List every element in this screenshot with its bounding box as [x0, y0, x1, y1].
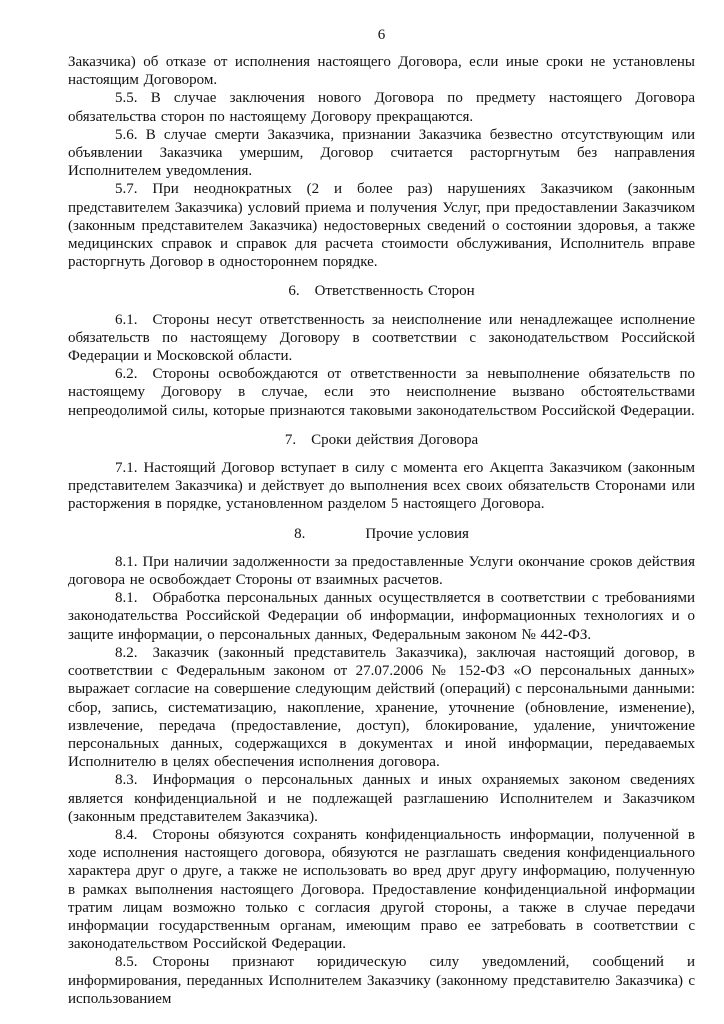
page-number: 6 [377, 27, 386, 43]
document-body [68, 53, 695, 1008]
paragraph-5-5: 5.5. В случае заключения нового Договора по предмету настоящего Договора обязательства сторон по настоящему Договору прекращаются. [68, 90, 695, 125]
paragraph-6-1: 6.1. Стороны несут ответственность за неисполнение или ненадлежащее исполнение обязательств по настоящему Договору в соответствии с законодательством Российской Федерации и Московской области. [68, 311, 695, 365]
paragraph-8-4: 8.4. Стороны обязуются сохранять конфиденциальность информации, полученной в ходе исполнения настоящего договора, обязуются не разглашать сведения конфиденциального характера друг о друге, а также не использовать во вред друг другу информацию, полученную в рамках выполнения настоящего Договора. Предоставление конфиденциальной информации тратим лицам возможно только с согласия другой стороны, а также в случае передачи информации государственным органам, имеющим право ее затребовать в соответствии с законодательством Российской Федерации. [68, 826, 695, 953]
paragraph-8-3: 8.3. Информация о персональных данных и иных охраняемых законом сведениях является конфиденциальной и не подлежащей разглашению Исполнителем и Заказчиком (законным представителем Заказчика). [68, 772, 695, 825]
paragraph-5-7: 5.7. При неоднократных (2 и более раз) нарушениях Заказчиком (законным представителем Заказчика) условий приема и получения Услуг, при предоставлении Заказчиком (законным представителем Заказчика) недостоверных сведений о состоянии здоровья, а также медицинских справок и справок для расчета стоимости обслуживания, Исполнитель вправе расторгнуть Договор в одностороннем порядке. [68, 181, 695, 271]
paragraph-8-1-a: 8.1. При наличии задолженности за предоставленные Услуги окончание сроков действия договора не освобождает Стороны от взаимных расчетов. [68, 553, 695, 589]
section-heading-6: 6. Ответственность Сторон [288, 283, 475, 300]
paragraph-6-2: 6.2. Стороны освобождаются от ответственности за невыполнение обязательств по настоящему Договору в случае, если это неисполнение вызвано обстоятельствами непреодолимой силы, которые признаются таковыми законодательством Российской Федерации. [68, 366, 695, 419]
section-heading-8: 8. Прочие условия [294, 525, 469, 542]
paragraph-continuation: Заказчика) об отказе от исполнения настоящего Договора, если иные сроки не установлены настоящим Договором. [68, 54, 695, 89]
paragraph-8-5: 8.5. Стороны признают юридическую силу уведомлений, сообщений и информирования, переданных Исполнителем Заказчику (законному представителю Заказчика) с использованием [68, 954, 695, 1007]
paragraph-8-2: 8.2. Заказчик (законный представитель Заказчика), заключая настоящий договор, в соответствии с Федеральным законом от 27.07.2006 № 152-ФЗ «О персональных данных» выражает согласие на совершение следующим действий (операций) с персональными данными: сбор, запись, систематизацию, накопление, хранение, уточнение (обновление, изменение), извлечение, передача (предоставление, доступ), блокирование, удаление, уничтожение персональных данных, содержащихся в документах и иной информации, передаваемых Исполнителю в целях обеспечения исполнения договора. [68, 644, 695, 771]
section-heading-7: 7. Сроки действия Договора [284, 431, 479, 448]
paragraph-8-1-b: 8.1. Обработка персональных данных осуществляется в соответствии с требованиями законодательства Российской Федерации об информации, информационных технологиях и о защите информации, о персональных данных, Федеральным законом № 442-ФЗ. [68, 590, 695, 643]
paragraph-7-1: 7.1. Настоящий Договор вступает в силу с момента его Акцепта Заказчиком (законным представителем Заказчика) и действует до выполнения всех своих обязательств Сторонами или расторжения в порядке, установленном разделом 5 настоящего Договора. [68, 460, 695, 513]
paragraph-5-6: 5.6. В случае смерти Заказчика, признании Заказчика безвестно отсутствующим или объявлении Заказчика умершим, Договор считается расторгнутым без направления Исполнителем уведомления. [68, 126, 695, 180]
